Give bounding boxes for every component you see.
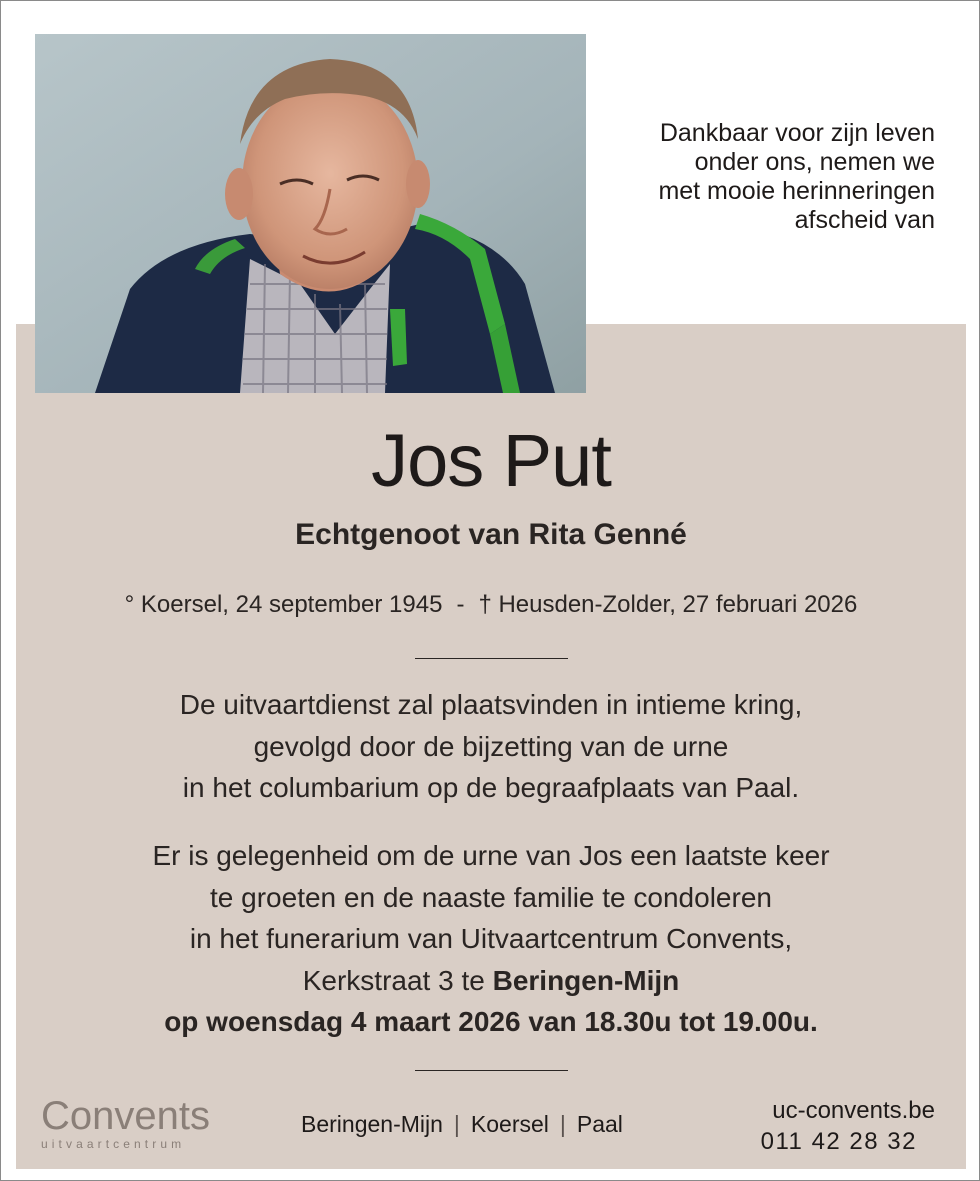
death-date: † Heusden-Zolder, 27 februari 2026 — [478, 591, 858, 618]
visitation-datetime: op woensdag 4 maart 2026 van 18.30u tot 19.00u. — [164, 1006, 818, 1037]
footer-contact — [675, 1095, 935, 1157]
intro-line: met mooie herinneringen — [658, 177, 935, 205]
divider-top — [415, 658, 568, 659]
logo-subtitle: uitvaartcentrum — [41, 1137, 186, 1151]
location-paal: Paal — [576, 1111, 623, 1137]
portrait-illustration — [35, 34, 586, 393]
deceased-name: Jos Put — [371, 419, 611, 502]
visitation-line: in het funerarium van Uitvaartcentrum Convents, — [189, 923, 793, 954]
service-line: gevolgd door de bijzetting van de urne — [253, 730, 729, 762]
website-link[interactable]: uc-convents.be — [772, 1097, 935, 1124]
date-separator: - — [456, 591, 465, 618]
service-line: in het columbarium op de begraafplaats van Paal. — [182, 772, 800, 803]
phone-number: 011 42 28 32 — [760, 1128, 917, 1155]
visitation-address: Kerkstraat 3 te — [302, 964, 493, 996]
visitation-location: Beringen-Mijn — [492, 964, 680, 996]
life-dates — [1, 588, 980, 622]
birth-date: ° Koersel, 24 september 1945 — [124, 591, 443, 618]
visitation-line: te groeten en de naaste familie te condoleren — [210, 881, 772, 913]
intro-text — [575, 119, 935, 235]
convents-logo — [41, 1095, 241, 1151]
location-separator: | — [453, 1111, 460, 1137]
visitation-line — [1, 1001, 980, 1043]
location-beringen-mijn: Beringen-Mijn — [301, 1111, 443, 1137]
portrait-photo — [35, 34, 586, 393]
service-line: De uitvaartdienst zal plaatsvinden in intieme kring, — [179, 689, 803, 720]
visitation-paragraph — [1, 835, 980, 1043]
footer-locations — [301, 1107, 681, 1141]
divider-bottom — [415, 1070, 568, 1071]
intro-line: afscheid van — [794, 206, 935, 234]
location-separator: | — [559, 1111, 566, 1137]
visitation-line: Er is gelegenheid om de urne van Jos een laatste keer — [152, 840, 830, 871]
visitation-line — [1, 960, 980, 1002]
intro-line: onder ons, nemen we — [694, 148, 935, 176]
service-paragraph — [1, 684, 980, 809]
intro-line: Dankbaar voor zijn leven — [659, 119, 935, 147]
location-koersel: Koersel — [470, 1111, 549, 1137]
logo-wordmark: Convents — [41, 1094, 210, 1138]
spouse-line: Echtgenoot van Rita Genné — [295, 518, 687, 551]
